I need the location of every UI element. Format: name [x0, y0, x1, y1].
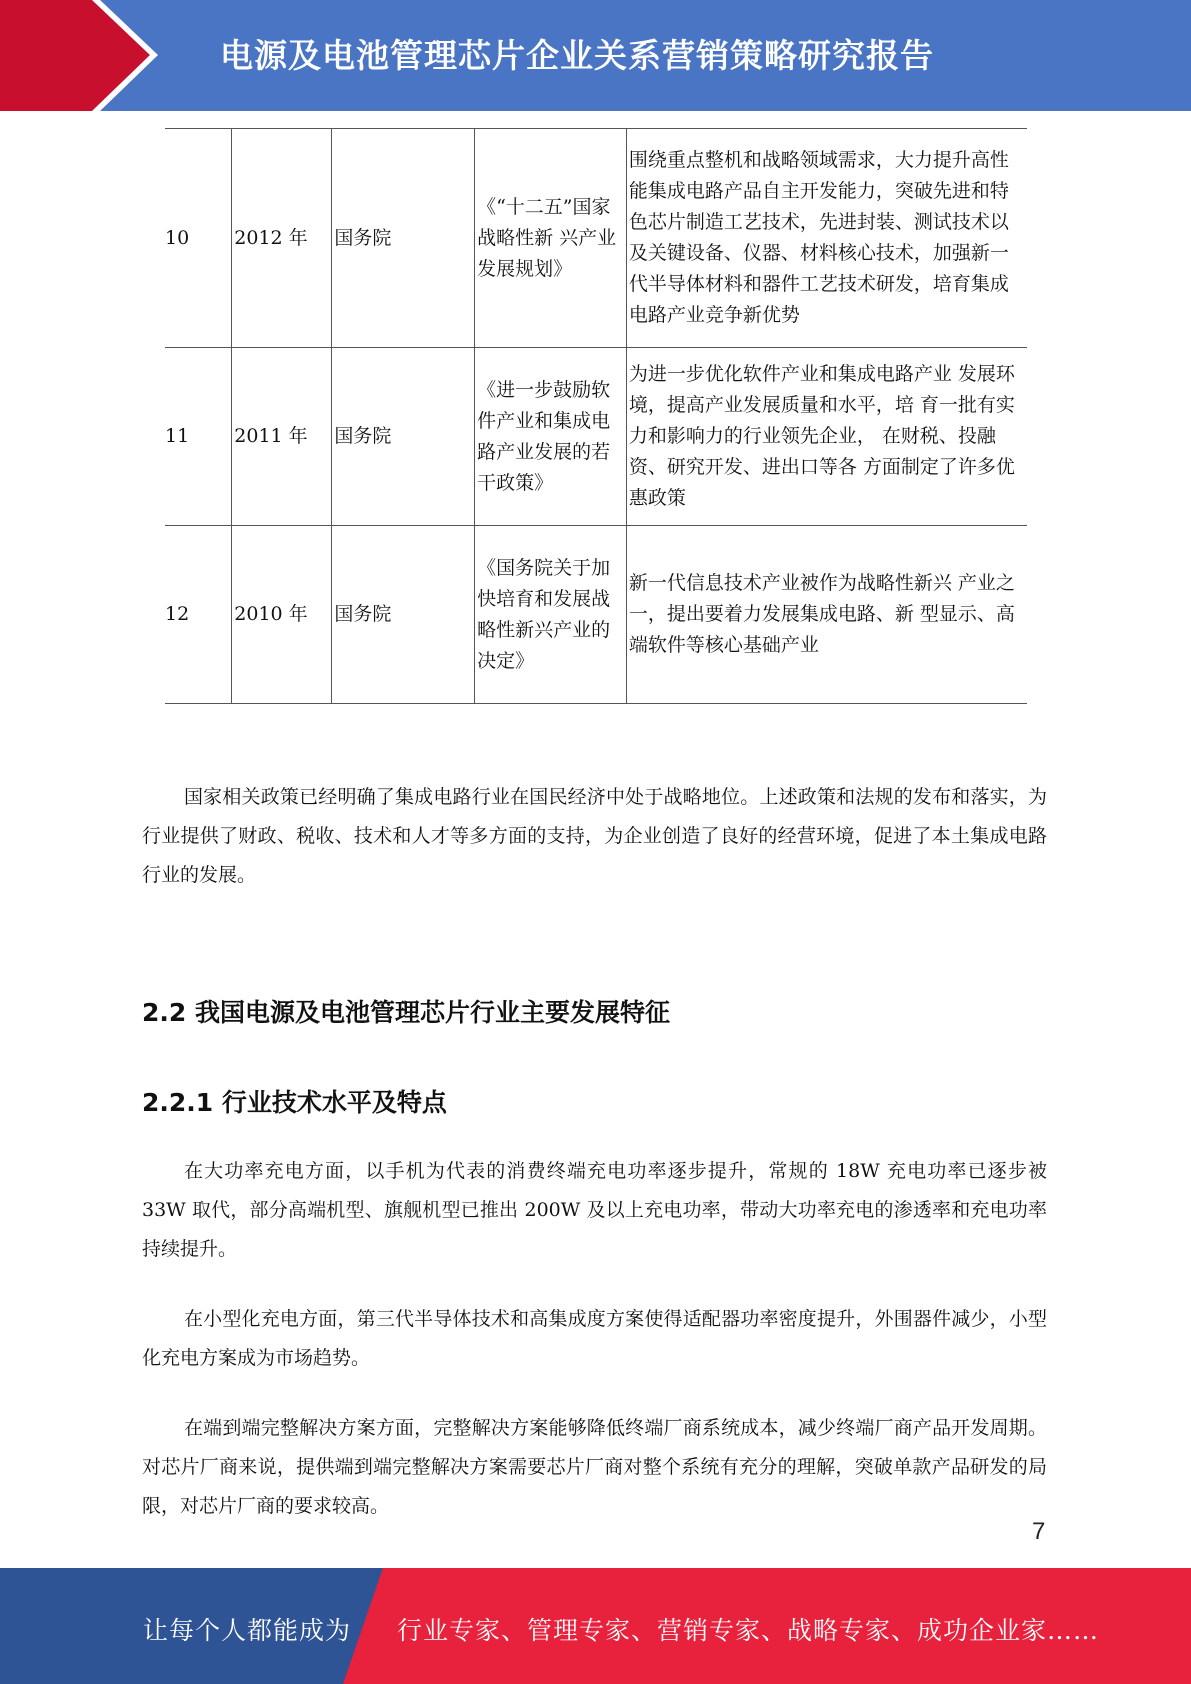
row-year: 2012 年: [232, 129, 332, 348]
high-power-charging-paragraph: 在大功率充电方面，以手机为代表的消费终端充电功率逐步提升，常规的 18W 充电功率已逐步被 33W 取代，部分高端机型、旗舰机型已推出 200W 及以上充电功率，带动大功率充电的渗透率和充电功率持续提升。: [142, 1160, 1047, 1260]
row-number: 11: [165, 348, 232, 526]
row-organization: 国务院: [332, 526, 475, 704]
row-policy-name: 《进一步鼓励软件产业和集成电路产业发展的若干政策》: [475, 348, 627, 526]
policy-summary-paragraph: 国家相关政策已经明确了集成电路行业在国民经济中处于战略地位。上述政策和法规的发布和落实，为行业提供了财政、税收、技术和人才等多方面的支持，为企业创造了良好的经营环境，促进了本土集成电路行业的发展。: [142, 786, 1047, 886]
policy-table: [165, 128, 1027, 704]
section-heading-2-2-1: 2.2.1 行业技术水平及特点: [142, 1088, 447, 1117]
table-row: [165, 526, 1027, 704]
row-description: 为进一步优化软件产业和集成电路产业 发展环境，提高产业发展质量和水平，培 育一批有实力和影响力的行业领先企业， 在财税、投融资、研究开发、进出口等各 方面制定了许多优惠政策: [626, 348, 1027, 526]
row-description: 新一代信息技术产业被作为战略性新兴 产业之一，提出要着力发展集成电路、新 型显示、高端软件等核心基础产业: [626, 526, 1027, 704]
row-number: 10: [165, 129, 232, 348]
page-number: 7: [1032, 1518, 1046, 1545]
row-description: 围绕重点整机和战略领域需求，大力提升高性能集成电路产品自主开发能力，突破先进和特色芯片制造工艺技术，先进封装、测试技术以及关键设备、仪器、材料核心技术，加强新一代半导体材料和器件工艺技术研发，培育集成电路产业竞争新优势: [626, 129, 1027, 348]
page-footer: [0, 1568, 1191, 1684]
footer-slogan-right: 行业专家、管理专家、营销专家、战略专家、成功企业家……: [397, 1616, 1100, 1645]
section-heading-2-2: 2.2 我国电源及电池管理芯片行业主要发展特征: [142, 998, 670, 1027]
miniaturized-charging-paragraph: 在小型化充电方面，第三代半导体技术和高集成度方案使得适配器功率密度提升，外围器件减少，小型化充电方案成为市场趋势。: [142, 1308, 1047, 1369]
row-policy-name: 《国务院关于加快培育和发展战略性新兴产业的决定》: [475, 526, 627, 704]
row-organization: 国务院: [332, 129, 475, 348]
page-header: [0, 0, 1191, 111]
row-policy-name: 《“十二五”国家战略性新 兴产业发展规划》: [475, 129, 627, 348]
table-row: [165, 348, 1027, 526]
row-organization: 国务院: [332, 348, 475, 526]
footer-slogan-left: 让每个人都能成为: [143, 1616, 352, 1645]
row-number: 12: [165, 526, 232, 704]
row-year: 2011 年: [232, 348, 332, 526]
table-row: [165, 129, 1027, 348]
row-year: 2010 年: [232, 526, 332, 704]
end-to-end-solution-paragraph: 在端到端完整解决方案方面，完整解决方案能够降低终端厂商系统成本，减少终端厂商产品开发周期。对芯片厂商来说，提供端到端完整解决方案需要芯片厂商对整个系统有充分的理解，突破单款产品研发的局限，对芯片厂商的要求较高。: [142, 1417, 1047, 1517]
report-title: 电源及电池管理芯片企业关系营销策略研究报告: [220, 36, 934, 75]
